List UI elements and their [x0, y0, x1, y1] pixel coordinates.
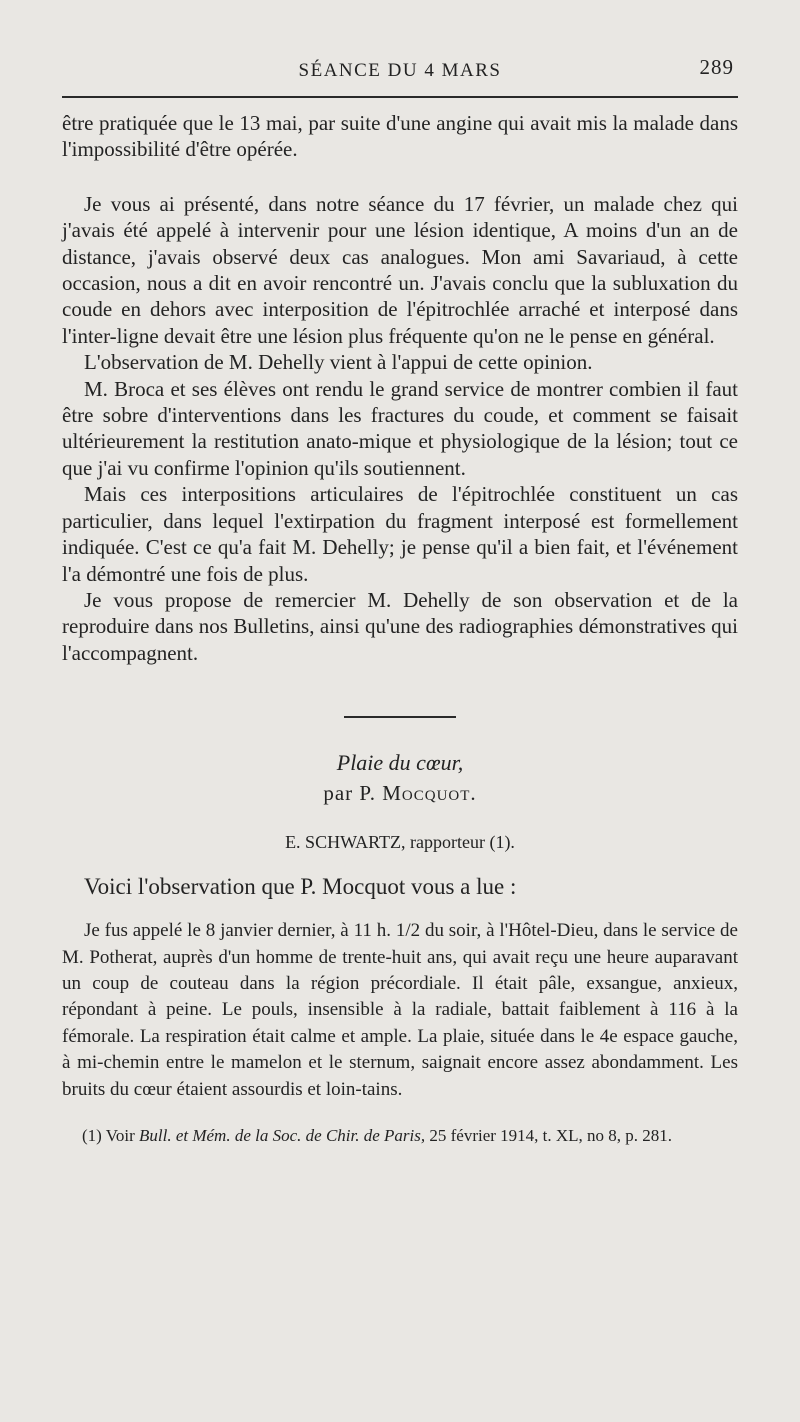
paragraph-continuation: être pratiquée que le 13 mai, par suite d'une angine qui avait mis la malade dans l'impossibilité d'être opérée. [62, 111, 738, 162]
header-title: SÉANCE DU 4 MARS [298, 60, 502, 81]
page-number: 289 [699, 55, 734, 79]
byline-prefix: par P. [323, 781, 376, 806]
footnote [62, 1125, 738, 1147]
page-body [62, 110, 738, 1147]
paragraph: Mais ces interpositions articulaires de l'épitrochlée constituent un cas particulier, dans lequel l'extirpation du fragment interposé est formellement indiquée. C'est ce qu'a fait M. Dehelly; je pense qu'il a bien fait, et l'événement l'a démontré une fois de plus. [62, 482, 738, 586]
section-byline [62, 778, 738, 808]
paragraph: Je vous propose de remercier M. Dehelly de son observation et de la reproduire dans nos Bulletins, ainsi qu'une des radiographies démonstratives qui l'accompagnent. [62, 587, 738, 665]
footnote-rest: 25 février 1914, t. XL, no 8, p. 281. [429, 1125, 673, 1145]
section-intro [62, 872, 738, 902]
paragraph: L'observation de M. Dehelly vient à l'appui de cette opinion. [84, 350, 593, 375]
section-intro-text: Voici l'observation que P. Mocquot vous a lue : [84, 874, 517, 900]
header-rule [62, 96, 738, 98]
section-separator [344, 716, 456, 718]
paragraph: Je vous ai présenté, dans notre séance du 17 février, un malade chez qui j'avais été appelé à intervenir pour une lésion identique, A moins d'un an de distance, j'avais observé deux cas analogues. Mon ami Savariaud, à cette occasion, nous a dit en avoir rencontré un. J'avais conclu que la subluxation du coude en dehors avec interposition de l'épitrochlée arraché et interposé dans l'inter-ligne devait être une lésion plus fréquente qu'on ne le pense en général. [62, 191, 738, 348]
footnote-prefix: (1) Voir [82, 1125, 135, 1145]
paragraph-gap [62, 902, 738, 918]
observation-paragraph: Je fus appelé le 8 janvier dernier, à 11 h. 1/2 du soir, à l'Hôtel-Dieu, dans le service de M. Potherat, auprès d'un homme de trente-huit ans, qui avait reçu une heure auparavant un coup de couteau dans la région précordiale. Il était pâle, exsangue, anxieux, répondant à peine. Le pouls, insensible à la radiale, battait faiblement à 116 à la fémorale. La respiration était calme et ample. La plaie, située dans le 4e espace gauche, à mi-chemin entre le mamelon et le sternum, saignait encore assez abondamment. Les bruits du cœur étaient assourdis et loin-tains. [62, 920, 738, 1100]
section-title: Plaie du cœur, [336, 750, 464, 776]
paragraph-gap [62, 163, 738, 191]
running-header [62, 50, 738, 82]
paragraph: M. Broca et ses élèves ont rendu le grand service de montrer combien il faut être sobre d'interventions dans les fractures du coude, et comment se faisait ultérieurement la restitution anato-mique et physiologique de la lésion; tout ce que j'ai vu confirme l'opinion qu'ils soutiennent. [62, 376, 738, 480]
footnote-source: Bull. et Mém. de la Soc. de Chir. de Paris, [139, 1125, 426, 1145]
byline-author: Mocquot. [382, 781, 477, 806]
reporter-line: E. SCHWARTZ, rapporteur (1). [285, 832, 515, 853]
